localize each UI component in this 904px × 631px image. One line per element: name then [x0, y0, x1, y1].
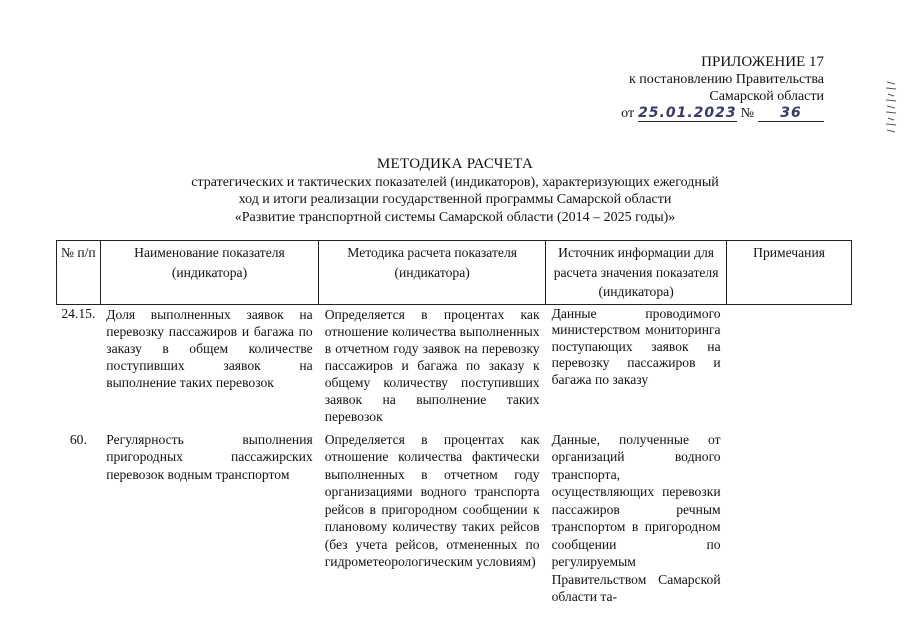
- row-source: Данные проводимого министерством мониторинга поступающих заявок на перевозку пассажиров и багажа по заказу: [551, 305, 721, 387]
- appendix-line-2: Самарской области: [709, 89, 824, 104]
- row-method: Определяется в процентах как отношение количества выполненных в отчетном году заявок на перевозку пассажиров и багажа по заказу к общему количеству поступивших заявок на выполнение таких перевозок: [324, 306, 540, 424]
- row-indicator-name: Регулярность выполнения пригородных пассажирских перевозок водным транспортом: [106, 431, 313, 482]
- appendix-title: ПРИЛОЖЕНИЕ 17: [701, 54, 824, 70]
- row-number: 60.: [69, 431, 87, 447]
- header-method: Методика расчета показателя (индикатора): [319, 241, 546, 305]
- header-indicator-name: Наименование показателя (индикатора): [100, 241, 319, 305]
- row-note: [727, 431, 852, 606]
- handwritten-date: 25.01.2023: [638, 105, 737, 121]
- row-method: Определяется в процентах как отношение количества фактически выполненных в отчетном году организациями водного транспорта рейсов в пригородном сообщении к плановому количеству таких рейсов (без учета рейсов, отмененных по гидрометеорологическим условиям): [324, 431, 540, 569]
- table-row: [57, 304, 852, 431]
- header-source: Источник информации для расчета значения показателя (индикатора): [546, 241, 727, 305]
- table-row: [57, 431, 852, 606]
- appendix-block: [564, 54, 824, 122]
- row-indicator-name: Доля выполненных заявок на перевозку пассажиров и багажа по заказу в общем количестве поступивших заявок на выполнение таких перевозок: [106, 306, 313, 390]
- row-number: 24.15.: [61, 305, 96, 321]
- title-line-3: «Развитие транспортной системы Самарской области (2014 – 2025 годы)»: [234, 209, 676, 225]
- indicators-table: [56, 240, 852, 606]
- table-header-row: [57, 241, 852, 305]
- row-note: [727, 304, 852, 431]
- title-line-2: ход и итоги реализации государственной программы Самарской области: [238, 192, 672, 207]
- header-number: № п/п: [57, 241, 101, 305]
- document-title: [120, 156, 790, 226]
- side-stamp-mark: [884, 78, 898, 134]
- title-main: МЕТОДИКА РАСЧЕТА: [376, 156, 534, 172]
- header-notes: Примечания: [727, 241, 852, 305]
- title-line-1: стратегических и тактических показателей (индикаторов), характеризующих ежегодный: [191, 174, 719, 190]
- appendix-line-1: к постановлению Правительства: [628, 72, 824, 87]
- date-prefix: от: [621, 106, 635, 121]
- row-source: Данные, полученные от организаций водного транспорта, осуществляющих перевозки пассажиров речным транспортом в пригородном сообщении по регулируемым Правительством Самарской области та-: [551, 431, 721, 604]
- number-sign: №: [740, 106, 754, 121]
- handwritten-number: 36: [758, 106, 824, 122]
- appendix-dateline: [564, 105, 824, 122]
